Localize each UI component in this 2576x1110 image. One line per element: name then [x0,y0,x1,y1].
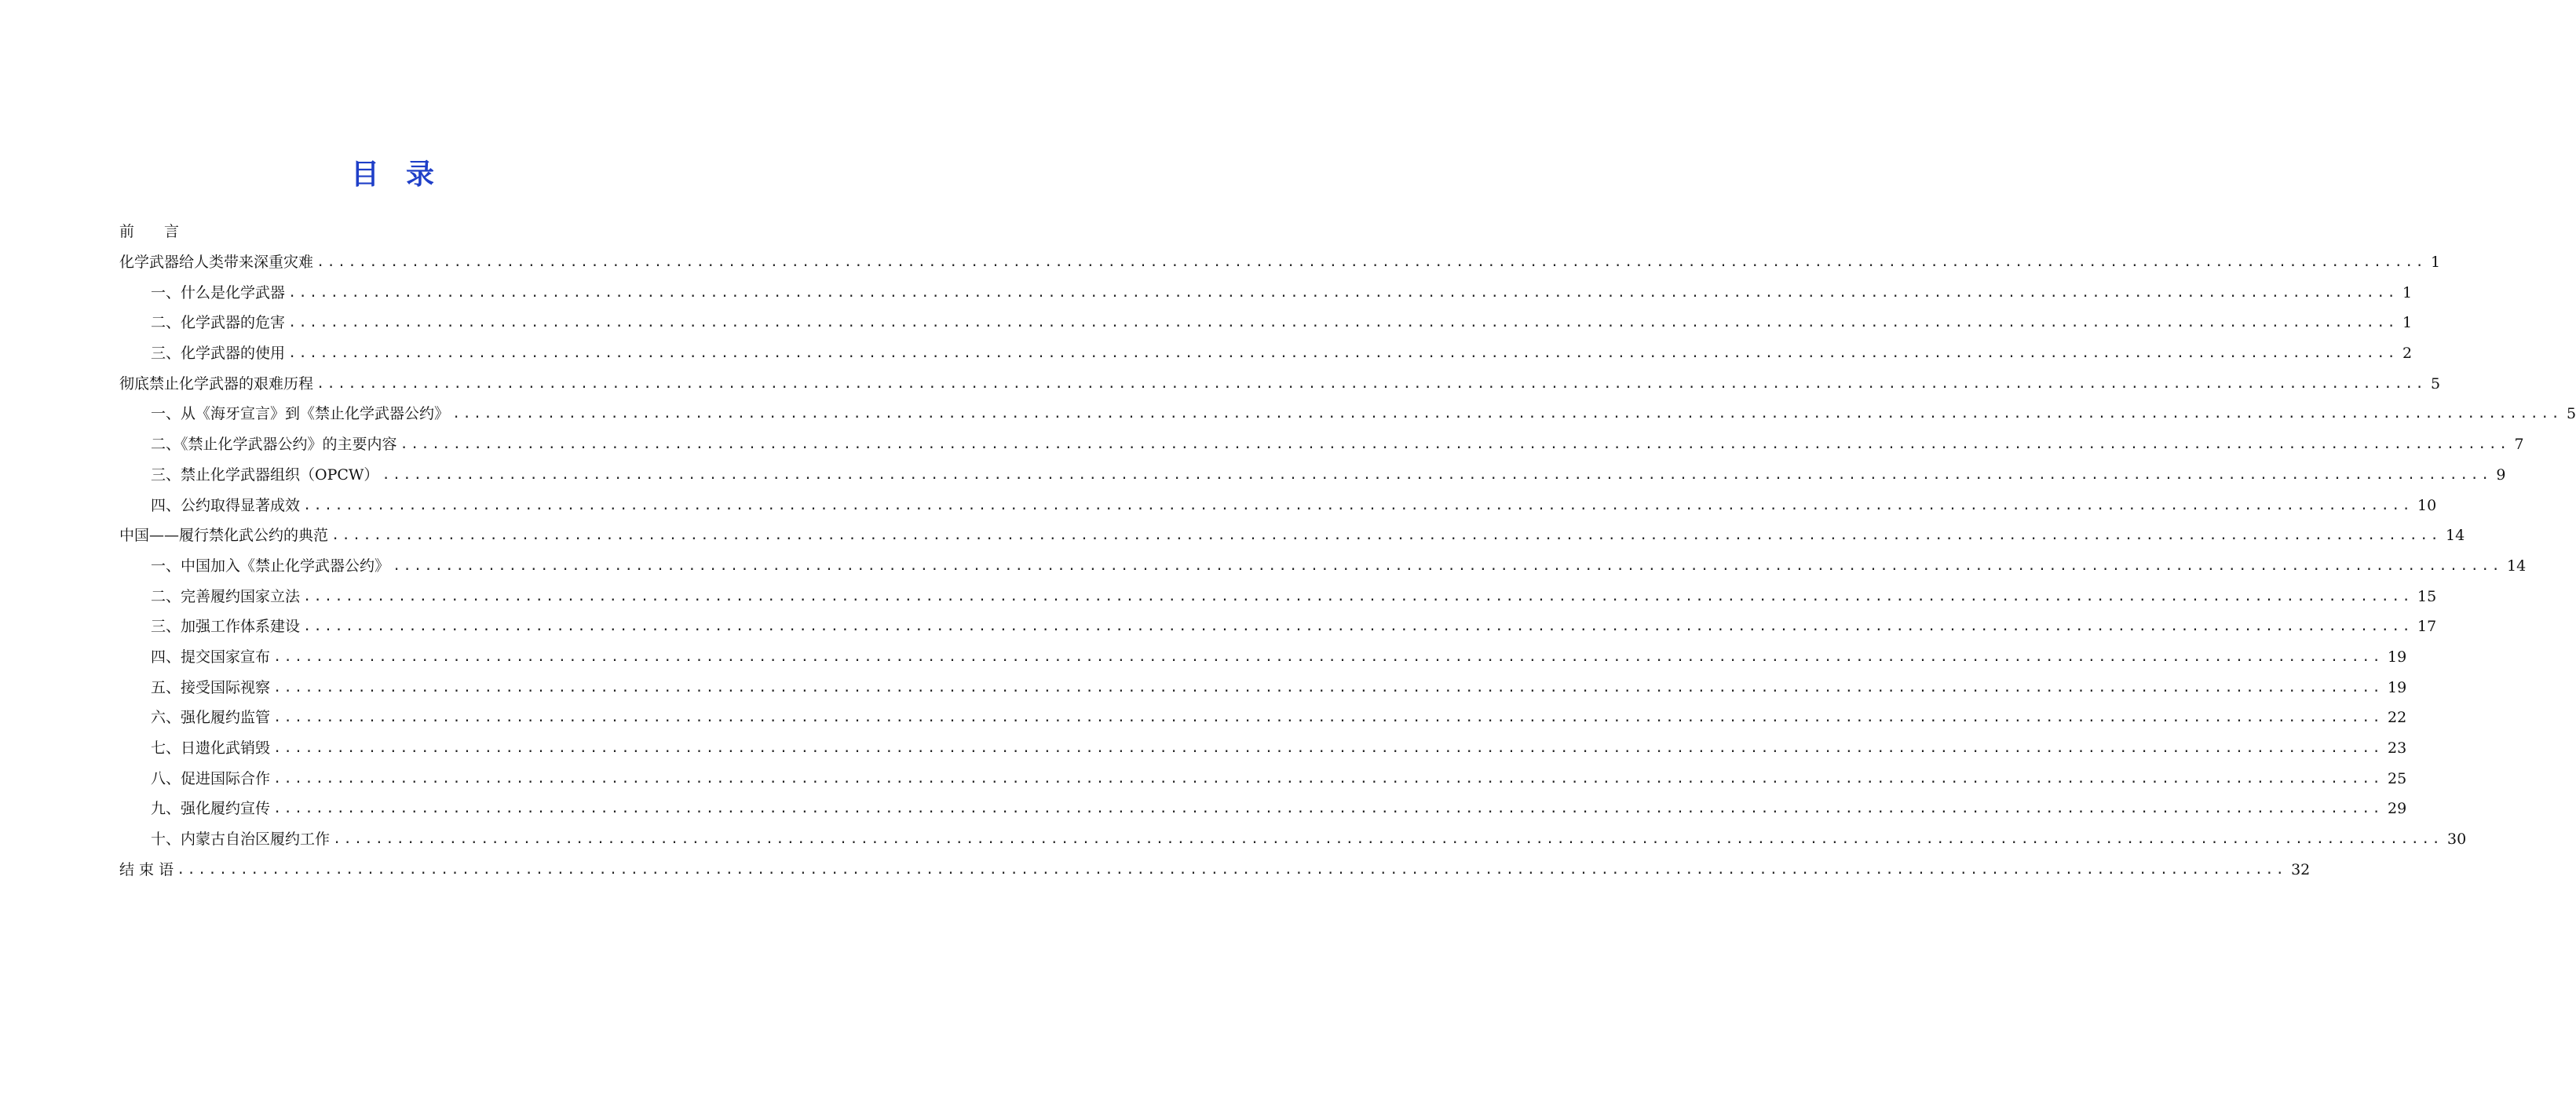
toc-page-number: 22 [2388,709,2407,727]
toc-entry-title: 三、禁止化学武器组织（OPCW） [151,466,379,484]
toc-dot-leader: ........................................................................................................................................................................................................ [177,861,2287,878]
toc-entry-title: 一、从《海牙宣言》到《禁止化学武器公约》 [151,405,450,423]
toc-subentry[interactable] [119,672,2407,703]
toc-subentry[interactable] [119,460,2506,491]
toc-subentry[interactable] [119,338,2413,369]
toc-dot-leader: ........................................................................................................................................................................................................ [288,315,2398,331]
toc-entry-title: 十、内蒙古自治区履约工作 [151,831,331,849]
toc-subentry[interactable] [119,277,2413,308]
toc-entry-title: 结 束 语 [119,860,174,878]
toc-subentry[interactable] [119,308,2413,338]
toc-dot-leader: ........................................................................................................................................................................................................ [288,345,2398,362]
toc-page-number: 14 [2507,557,2527,575]
toc-subentry[interactable] [119,612,2437,642]
toc-page-number: 10 [2417,496,2437,514]
toc-page-number: 30 [2447,831,2467,849]
toc-dot-leader: ........................................................................................................................................................................................................ [400,436,2510,453]
toc-entry-title: 三、化学武器的使用 [151,345,286,363]
toc-page-number: 14 [2446,527,2465,545]
toc-dot-leader: ........................................................................................................................................................................................................ [303,588,2413,604]
toc-page-number: 9 [2496,466,2506,484]
toc-subentry[interactable] [119,703,2407,733]
toc-entry[interactable] [119,247,2441,278]
toc-subentry[interactable] [119,429,2524,460]
toc-page-number: 23 [2388,739,2407,758]
toc-dot-leader: ........................................................................................................................................................................................................ [303,497,2413,513]
toc-page-number: 7 [2514,436,2524,454]
toc-entry[interactable] [119,854,2311,885]
toc-dot-leader: ........................................................................................................................................................................................................ [273,770,2383,787]
toc-page-number: 29 [2388,800,2407,818]
toc-dot-leader: ........................................................................................................................................................................................................ [316,254,2426,271]
toc-entry-title: 七、日遗化武销毁 [151,739,271,758]
toc-dot-leader: ........................................................................................................................................................................................................ [273,740,2383,757]
toc-entry-title: 四、提交国家宣布 [151,648,271,666]
table-of-contents [119,217,2576,885]
toc-entry-title: 彻底禁止化学武器的艰难历程 [119,374,314,393]
toc-page-number: 2 [2402,345,2413,363]
toc-page-number: 17 [2417,618,2437,636]
toc-page-number: 1 [2402,314,2413,332]
toc-subentry[interactable] [119,490,2437,520]
toc-page-number: 5 [2567,405,2576,423]
toc-subentry[interactable] [119,794,2407,824]
toc-entry[interactable] [119,217,667,247]
toc-dot-leader: ........................................................................................................................................................................................................ [273,679,2383,696]
toc-page-number: 19 [2388,648,2407,666]
toc-subentry[interactable] [119,399,2576,429]
toc-dot-leader: ........................................................................................................................................................................................................ [452,406,2562,422]
toc-dot-leader: ........................................................................................................................................................................................................ [393,557,2502,574]
toc-entry-title: 中国——履行禁化武公约的典范 [119,527,329,545]
toc-entry-title: 五、接受国际视察 [151,678,271,696]
toc-entry-title: 一、中国加入《禁止化学武器公约》 [151,557,390,575]
toc-entry-title: 二、完善履约国家立法 [151,587,301,605]
toc-page-number: 25 [2388,769,2407,787]
toc-subentry[interactable] [119,733,2407,764]
toc-dot-leader: ........................................................................................................................................................................................................ [316,375,2426,392]
toc-dot-leader: ........................................................................................................................................................................................................ [273,801,2383,817]
toc-page-number: 15 [2417,587,2437,605]
toc-subentry[interactable] [119,824,2467,855]
toc-entry-title: 八、促进国际合作 [151,769,271,787]
toc-entry-title: 九、强化履约宣传 [151,800,271,818]
toc-entry-title: 化学武器给人类带来深重灾难 [119,254,314,272]
toc-dot-leader: ........................................................................................................................................................................................................ [273,710,2383,726]
page-title: 目录 [350,158,461,191]
toc-entry-title: 一、什么是化学武器 [151,283,286,301]
toc-subentry[interactable] [119,642,2407,673]
toc-page-number: 5 [2431,374,2441,393]
toc-dot-leader: ........................................................................................................................................................................................................ [333,831,2443,848]
toc-entry-title: 二、《禁止化学武器公约》的主要内容 [151,436,397,454]
toc-page-number: 1 [2431,254,2441,272]
toc-page-number: 1 [2402,283,2413,301]
toc-dot-leader: ........................................................................................................................................................................................................ [288,284,2398,301]
toc-entry[interactable] [119,368,2441,399]
toc-entry-title: 二、化学武器的危害 [151,314,286,332]
toc-entry-title: 三、加强工作体系建设 [151,618,301,636]
toc-subentry[interactable] [119,763,2407,794]
toc-dot-leader: ........................................................................................................................................................................................................ [273,648,2383,665]
toc-entry[interactable] [119,520,2465,551]
toc-dot-leader: ........................................................................................................................................................................................................ [331,528,2441,544]
toc-subentry[interactable] [119,581,2437,612]
toc-subentry[interactable] [119,551,2527,582]
toc-page-number: 19 [2388,678,2407,696]
toc-entry-title: 四、公约取得显著成效 [151,496,301,514]
toc-dot-leader: ........................................................................................................................................................................................................ [382,466,2492,483]
toc-page-number: 32 [2291,860,2311,878]
toc-entry-title: 六、强化履约监管 [151,709,271,727]
toc-entry-title: 前 言 [119,223,180,241]
toc-dot-leader: ........................................................................................................................................................................................................ [303,619,2413,635]
